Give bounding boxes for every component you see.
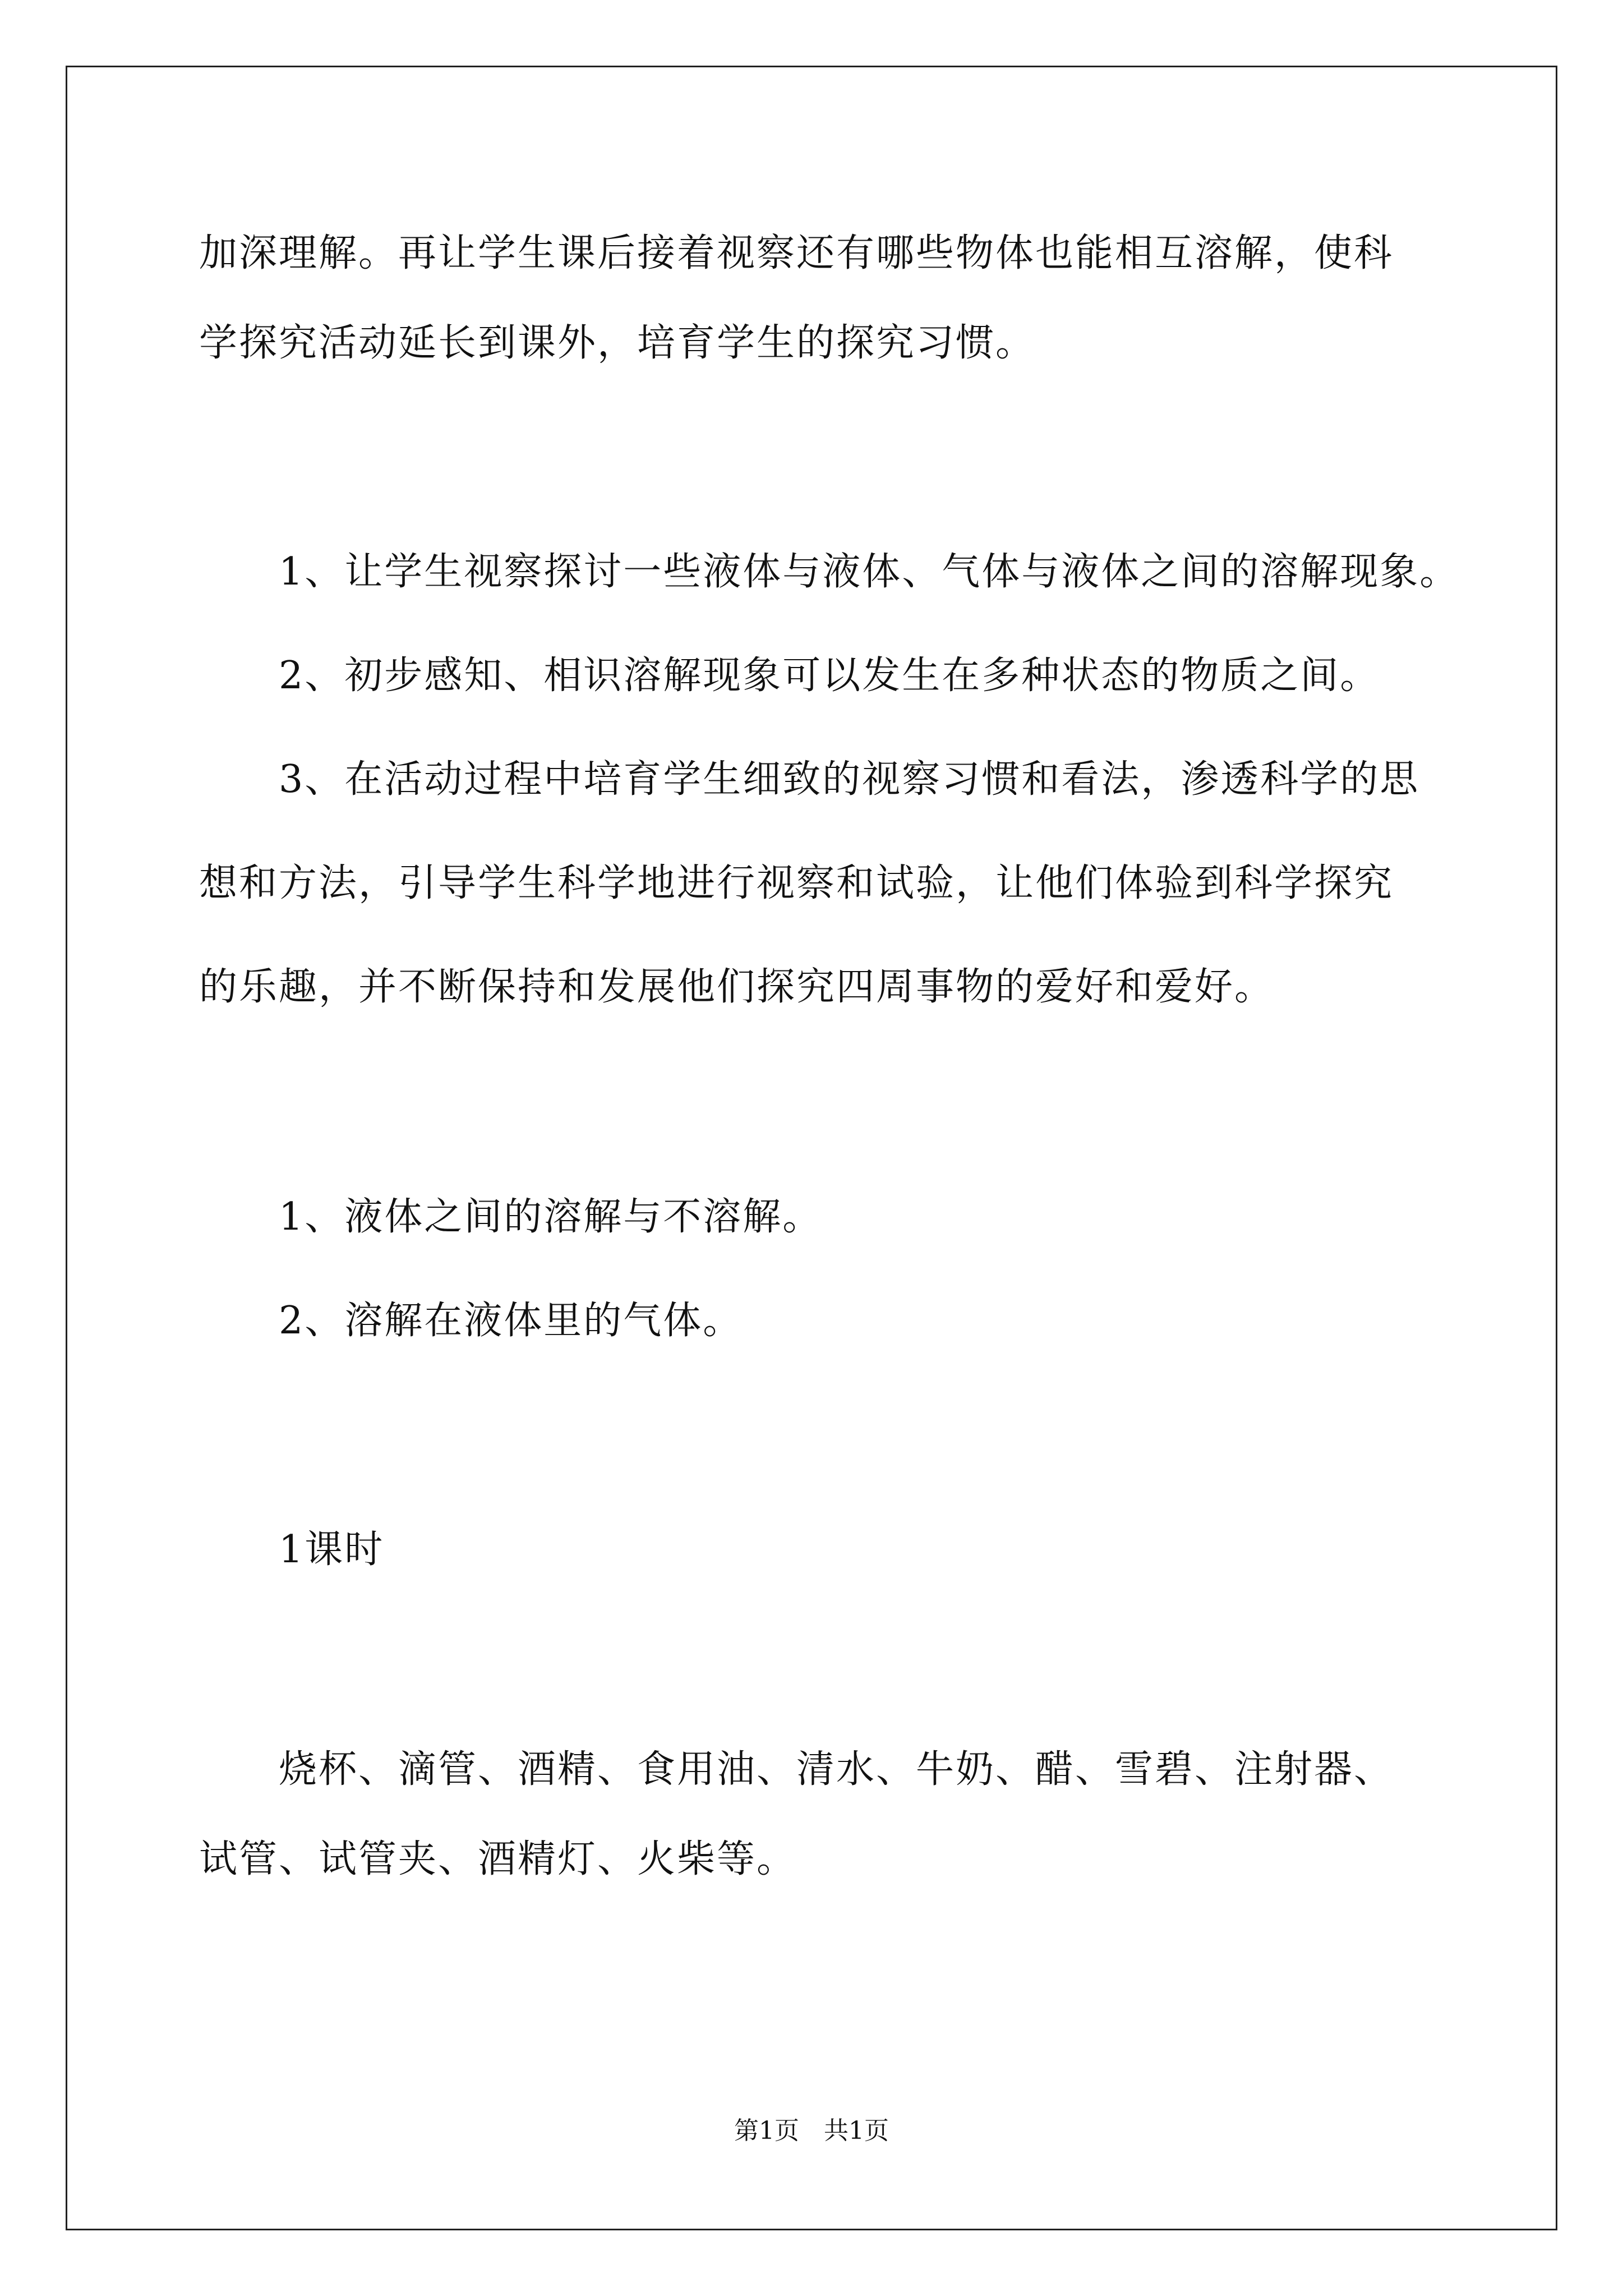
page-footer: 第1页 共1页 — [734, 2116, 889, 2145]
text-line: 1、液体之间的溶解与不溶解。 — [279, 1195, 823, 1239]
text-line: 想和方法，引导学生科学地进行视察和试验，让他们体验到科学探究 — [199, 861, 1394, 905]
text-line: 2、初步感知、相识溶解现象可以发生在多种状态的物质之间。 — [279, 654, 1380, 698]
text-line: 加深理解。再让学生课后接着视察还有哪些物体也能相互溶解，使科 — [199, 231, 1394, 275]
text-line: 1课时 — [279, 1527, 385, 1572]
text-line: 的乐趣，并不断保持和发展他们探究四周事物的爱好和爱好。 — [199, 965, 1275, 1009]
text-line: 2、溶解在液体里的气体。 — [279, 1299, 743, 1343]
text-line: 烧杯、滴管、酒精、食用油、清水、牛奶、醋、雪碧、注射器、 — [279, 1747, 1394, 1792]
text-line: 试管、试管夹、酒精灯、火柴等。 — [199, 1837, 797, 1881]
text-line: 1、让学生视察探讨一些液体与液体、气体与液体之间的溶解现象。 — [279, 550, 1460, 594]
text-line: 3、在活动过程中培育学生细致的视察习惯和看法，渗透科学的思 — [279, 757, 1420, 802]
text-line: 学探究活动延长到课外，培育学生的探究习惯。 — [199, 321, 1036, 365]
page-border — [66, 66, 1557, 2230]
